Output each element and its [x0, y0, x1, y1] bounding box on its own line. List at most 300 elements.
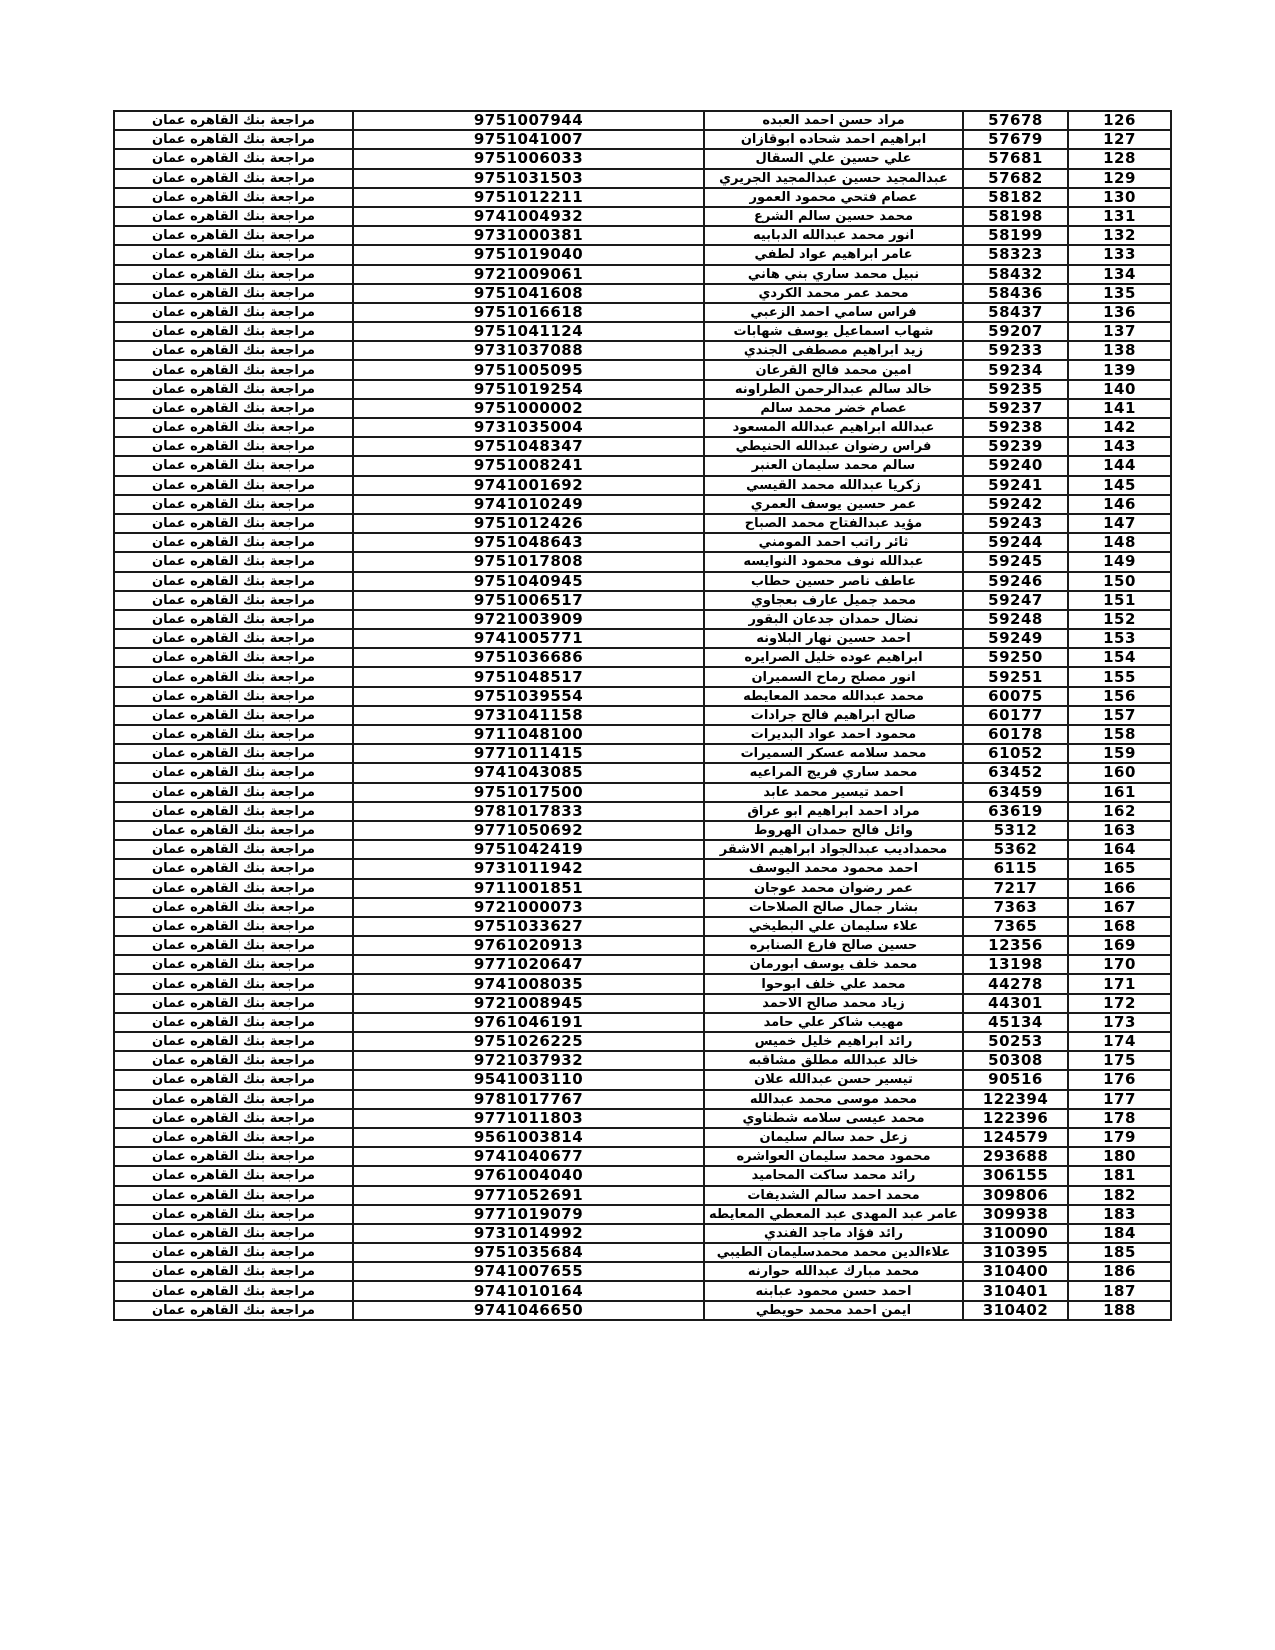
cell-reference-number: 124579: [963, 1128, 1068, 1147]
cell-review-note: مراجعة بنك القاهره عمان: [114, 687, 353, 706]
cell-serial-number: 144: [1068, 456, 1171, 475]
cell-national-id: 9741008035: [353, 974, 704, 993]
cell-review-note: مراجعة بنك القاهره عمان: [114, 284, 353, 303]
cell-review-note: مراجعة بنك القاهره عمان: [114, 1281, 353, 1300]
cell-serial-number: 153: [1068, 629, 1171, 648]
cell-review-note: مراجعة بنك القاهره عمان: [114, 994, 353, 1013]
cell-review-note: مراجعة بنك القاهره عمان: [114, 1070, 353, 1089]
cell-serial-number: 163: [1068, 821, 1171, 840]
cell-review-note: مراجعة بنك القاهره عمان: [114, 1205, 353, 1224]
cell-reference-number: 45134: [963, 1013, 1068, 1032]
cell-national-id: 9771011803: [353, 1109, 704, 1128]
cell-reference-number: 60178: [963, 725, 1068, 744]
cell-reference-number: 44301: [963, 994, 1068, 1013]
cell-national-id: 9761046191: [353, 1013, 704, 1032]
cell-review-note: مراجعة بنك القاهره عمان: [114, 341, 353, 360]
cell-person-name: احمد حسين نهار البلاونه: [704, 629, 963, 648]
cell-person-name: عبدالله ابراهيم عبدالله المسعود: [704, 418, 963, 437]
cell-person-name: عصام فتحي محمود العمور: [704, 188, 963, 207]
cell-serial-number: 187: [1068, 1281, 1171, 1300]
cell-reference-number: 59244: [963, 533, 1068, 552]
cell-national-id: 9751040945: [353, 572, 704, 591]
table-row: [114, 360, 1171, 379]
cell-national-id: 9771019079: [353, 1205, 704, 1224]
cell-review-note: مراجعة بنك القاهره عمان: [114, 533, 353, 552]
cell-person-name: محمد علي خلف ابوحوا: [704, 974, 963, 993]
cell-serial-number: 156: [1068, 687, 1171, 706]
cell-national-id: 9751006033: [353, 149, 704, 168]
cell-serial-number: 172: [1068, 994, 1171, 1013]
cell-review-note: مراجعة بنك القاهره عمان: [114, 1128, 353, 1147]
cell-review-note: مراجعة بنك القاهره عمان: [114, 859, 353, 878]
cell-person-name: احمد محمود محمد اليوسف: [704, 859, 963, 878]
cell-person-name: محمد ساري فريج المراعيه: [704, 763, 963, 782]
cell-serial-number: 186: [1068, 1262, 1171, 1281]
cell-person-name: عمر حسين يوسف العمري: [704, 495, 963, 514]
cell-review-note: مراجعة بنك القاهره عمان: [114, 111, 353, 130]
cell-person-name: عاطف ناصر حسين حطاب: [704, 572, 963, 591]
cell-serial-number: 140: [1068, 380, 1171, 399]
cell-serial-number: 162: [1068, 802, 1171, 821]
cell-national-id: 9751035684: [353, 1243, 704, 1262]
cell-national-id: 9731035004: [353, 418, 704, 437]
cell-national-id: 9741001692: [353, 476, 704, 495]
cell-review-note: مراجعة بنك القاهره عمان: [114, 399, 353, 418]
table-row: [114, 917, 1171, 936]
cell-review-note: مراجعة بنك القاهره عمان: [114, 226, 353, 245]
cell-serial-number: 133: [1068, 245, 1171, 264]
cell-review-note: مراجعة بنك القاهره عمان: [114, 955, 353, 974]
cell-person-name: فراس رضوان عبدالله الحنيطي: [704, 437, 963, 456]
cell-serial-number: 129: [1068, 169, 1171, 188]
cell-reference-number: 310401: [963, 1281, 1068, 1300]
cell-serial-number: 169: [1068, 936, 1171, 955]
table-row: [114, 744, 1171, 763]
cell-person-name: زكريا عبدالله محمد القيسي: [704, 476, 963, 495]
table-row: [114, 552, 1171, 571]
cell-person-name: عصام خضر محمد سالم: [704, 399, 963, 418]
cell-review-note: مراجعة بنك القاهره عمان: [114, 936, 353, 955]
cell-national-id: 9761020913: [353, 936, 704, 955]
cell-review-note: مراجعة بنك القاهره عمان: [114, 974, 353, 993]
cell-person-name: رائد ابراهيم خليل خميس: [704, 1032, 963, 1051]
cell-person-name: نضال حمدان جدعان البقور: [704, 610, 963, 629]
cell-review-note: مراجعة بنك القاهره عمان: [114, 322, 353, 341]
cell-review-note: مراجعة بنك القاهره عمان: [114, 1032, 353, 1051]
cell-national-id: 9541003110: [353, 1070, 704, 1089]
cell-reference-number: 59249: [963, 629, 1068, 648]
table-row: [114, 898, 1171, 917]
cell-serial-number: 165: [1068, 859, 1171, 878]
cell-review-note: مراجعة بنك القاهره عمان: [114, 303, 353, 322]
cell-serial-number: 151: [1068, 591, 1171, 610]
cell-serial-number: 155: [1068, 667, 1171, 686]
table-row: [114, 879, 1171, 898]
cell-person-name: شهاب اسماعيل يوسف شهابات: [704, 322, 963, 341]
cell-national-id: 9561003814: [353, 1128, 704, 1147]
cell-review-note: مراجعة بنك القاهره عمان: [114, 1243, 353, 1262]
cell-reference-number: 59251: [963, 667, 1068, 686]
cell-serial-number: 177: [1068, 1090, 1171, 1109]
table-row: [114, 207, 1171, 226]
cell-review-note: مراجعة بنك القاهره عمان: [114, 360, 353, 379]
cell-national-id: 9751041608: [353, 284, 704, 303]
table-row: [114, 399, 1171, 418]
cell-person-name: عبدالله نوف محمود النوايسه: [704, 552, 963, 571]
cell-person-name: ايمن احمد محمد حويطي: [704, 1301, 963, 1320]
cell-national-id: 9781017833: [353, 802, 704, 821]
cell-national-id: 9751016618: [353, 303, 704, 322]
cell-review-note: مراجعة بنك القاهره عمان: [114, 610, 353, 629]
cell-reference-number: 59238: [963, 418, 1068, 437]
cell-national-id: 9751006517: [353, 591, 704, 610]
cell-national-id: 9711048100: [353, 725, 704, 744]
cell-serial-number: 138: [1068, 341, 1171, 360]
cell-national-id: 9731000381: [353, 226, 704, 245]
cell-reference-number: 59241: [963, 476, 1068, 495]
cell-national-id: 9781017767: [353, 1090, 704, 1109]
cell-review-note: مراجعة بنك القاهره عمان: [114, 572, 353, 591]
cell-serial-number: 131: [1068, 207, 1171, 226]
cell-serial-number: 160: [1068, 763, 1171, 782]
cell-person-name: عمر رضوان محمد عوجان: [704, 879, 963, 898]
cell-review-note: مراجعة بنك القاهره عمان: [114, 1147, 353, 1166]
cell-reference-number: 50253: [963, 1032, 1068, 1051]
cell-review-note: مراجعة بنك القاهره عمان: [114, 514, 353, 533]
cell-national-id: 9721003909: [353, 610, 704, 629]
cell-review-note: مراجعة بنك القاهره عمان: [114, 648, 353, 667]
cell-serial-number: 166: [1068, 879, 1171, 898]
cell-person-name: محمداديب عبدالجواد ابراهيم الاشقر: [704, 840, 963, 859]
cell-reference-number: 59245: [963, 552, 1068, 571]
cell-person-name: عبدالمجيد حسين عبدالمجيد الجريري: [704, 169, 963, 188]
cell-review-note: مراجعة بنك القاهره عمان: [114, 725, 353, 744]
cell-review-note: مراجعة بنك القاهره عمان: [114, 1051, 353, 1070]
cell-national-id: 9751017808: [353, 552, 704, 571]
table-row: [114, 859, 1171, 878]
table-row: [114, 1032, 1171, 1051]
table-row: [114, 1109, 1171, 1128]
cell-reference-number: 7217: [963, 879, 1068, 898]
cell-national-id: 9751026225: [353, 1032, 704, 1051]
cell-serial-number: 173: [1068, 1013, 1171, 1032]
cell-person-name: خالد عبدالله مطلق مشاقبه: [704, 1051, 963, 1070]
cell-person-name: محمد عمر محمد الكردي: [704, 284, 963, 303]
table-row: [114, 341, 1171, 360]
cell-person-name: احمد حسن محمود عبابنه: [704, 1281, 963, 1300]
cell-serial-number: 127: [1068, 130, 1171, 149]
cell-review-note: مراجعة بنك القاهره عمان: [114, 1301, 353, 1320]
cell-national-id: 9741043085: [353, 763, 704, 782]
cell-serial-number: 170: [1068, 955, 1171, 974]
cell-serial-number: 183: [1068, 1205, 1171, 1224]
cell-reference-number: 59248: [963, 610, 1068, 629]
cell-reference-number: 59240: [963, 456, 1068, 475]
cell-review-note: مراجعة بنك القاهره عمان: [114, 265, 353, 284]
cell-serial-number: 182: [1068, 1186, 1171, 1205]
table-row: [114, 706, 1171, 725]
table-row: [114, 456, 1171, 475]
cell-national-id: 9751007944: [353, 111, 704, 130]
cell-review-note: مراجعة بنك القاهره عمان: [114, 763, 353, 782]
cell-person-name: محمود محمد سليمان العواشره: [704, 1147, 963, 1166]
cell-serial-number: 176: [1068, 1070, 1171, 1089]
table-row: [114, 974, 1171, 993]
cell-person-name: محمد عبدالله محمد المعايطه: [704, 687, 963, 706]
cell-serial-number: 142: [1068, 418, 1171, 437]
cell-serial-number: 188: [1068, 1301, 1171, 1320]
cell-serial-number: 146: [1068, 495, 1171, 514]
cell-review-note: مراجعة بنك القاهره عمان: [114, 245, 353, 264]
table-row: [114, 629, 1171, 648]
cell-serial-number: 161: [1068, 783, 1171, 802]
cell-reference-number: 61052: [963, 744, 1068, 763]
table-row: [114, 514, 1171, 533]
table-row: [114, 1090, 1171, 1109]
cell-person-name: مراد احمد ابراهيم ابو عراق: [704, 802, 963, 821]
table-row: [114, 418, 1171, 437]
table-row: [114, 476, 1171, 495]
cell-reference-number: 63452: [963, 763, 1068, 782]
cell-serial-number: 145: [1068, 476, 1171, 495]
table-row: [114, 380, 1171, 399]
cell-national-id: 9731041158: [353, 706, 704, 725]
table-row: [114, 1166, 1171, 1185]
cell-serial-number: 150: [1068, 572, 1171, 591]
cell-national-id: 9741004932: [353, 207, 704, 226]
cell-national-id: 9741040677: [353, 1147, 704, 1166]
cell-person-name: مراد حسن احمد العبده: [704, 111, 963, 130]
table-row: [114, 1262, 1171, 1281]
cell-review-note: مراجعة بنك القاهره عمان: [114, 495, 353, 514]
cell-reference-number: 6115: [963, 859, 1068, 878]
table-row: [114, 821, 1171, 840]
cell-national-id: 9741046650: [353, 1301, 704, 1320]
cell-national-id: 9771050692: [353, 821, 704, 840]
cell-person-name: علاء سليمان علي البطيخي: [704, 917, 963, 936]
table-row: [114, 322, 1171, 341]
cell-person-name: امين محمد فالح القرعان: [704, 360, 963, 379]
table-row: [114, 840, 1171, 859]
cell-reference-number: 59247: [963, 591, 1068, 610]
cell-national-id: 9751048643: [353, 533, 704, 552]
cell-reference-number: 57682: [963, 169, 1068, 188]
table-row: [114, 265, 1171, 284]
table-row: [114, 802, 1171, 821]
cell-serial-number: 158: [1068, 725, 1171, 744]
cell-person-name: علي حسين علي السقال: [704, 149, 963, 168]
cell-review-note: مراجعة بنك القاهره عمان: [114, 552, 353, 571]
cell-review-note: مراجعة بنك القاهره عمان: [114, 380, 353, 399]
cell-national-id: 9741005771: [353, 629, 704, 648]
cell-national-id: 9751012211: [353, 188, 704, 207]
cell-serial-number: 178: [1068, 1109, 1171, 1128]
table-row: [114, 226, 1171, 245]
cell-person-name: محمود احمد عواد البديرات: [704, 725, 963, 744]
cell-serial-number: 171: [1068, 974, 1171, 993]
cell-person-name: انور محمد عبدالله الدبابيه: [704, 226, 963, 245]
cell-national-id: 9751048347: [353, 437, 704, 456]
cell-national-id: 9751005095: [353, 360, 704, 379]
cell-reference-number: 63619: [963, 802, 1068, 821]
cell-person-name: مؤيد عبدالفتاح محمد الصباح: [704, 514, 963, 533]
cell-review-note: مراجعة بنك القاهره عمان: [114, 821, 353, 840]
table-row: [114, 667, 1171, 686]
cell-national-id: 9771020647: [353, 955, 704, 974]
cell-reference-number: 59234: [963, 360, 1068, 379]
cell-review-note: مراجعة بنك القاهره عمان: [114, 1262, 353, 1281]
cell-review-note: مراجعة بنك القاهره عمان: [114, 917, 353, 936]
cell-person-name: رائد فؤاد ماجد الفندي: [704, 1224, 963, 1243]
cell-reference-number: 310400: [963, 1262, 1068, 1281]
cell-reference-number: 58198: [963, 207, 1068, 226]
cell-serial-number: 134: [1068, 265, 1171, 284]
cell-national-id: 9741010249: [353, 495, 704, 514]
cell-person-name: ثائر راتب احمد المومني: [704, 533, 963, 552]
cell-reference-number: 58199: [963, 226, 1068, 245]
cell-reference-number: 309806: [963, 1186, 1068, 1205]
cell-reference-number: 12356: [963, 936, 1068, 955]
cell-national-id: 9751031503: [353, 169, 704, 188]
cell-national-id: 9721008945: [353, 994, 704, 1013]
cell-reference-number: 57681: [963, 149, 1068, 168]
cell-reference-number: 122396: [963, 1109, 1068, 1128]
table-row: [114, 936, 1171, 955]
cell-serial-number: 174: [1068, 1032, 1171, 1051]
cell-person-name: محمد احمد سالم الشديفات: [704, 1186, 963, 1205]
cell-person-name: علاءالدين محمد محمدسليمان الطيبي: [704, 1243, 963, 1262]
cell-national-id: 9731011942: [353, 859, 704, 878]
cell-national-id: 9751019040: [353, 245, 704, 264]
cell-national-id: 9751019254: [353, 380, 704, 399]
table-row: [114, 245, 1171, 264]
cell-person-name: محمد عيسى سلامه شطناوي: [704, 1109, 963, 1128]
cell-reference-number: 58432: [963, 265, 1068, 284]
cell-serial-number: 126: [1068, 111, 1171, 130]
cell-review-note: مراجعة بنك القاهره عمان: [114, 130, 353, 149]
cell-review-note: مراجعة بنك القاهره عمان: [114, 744, 353, 763]
cell-serial-number: 137: [1068, 322, 1171, 341]
cell-reference-number: 310090: [963, 1224, 1068, 1243]
table-row: [114, 437, 1171, 456]
table-row: [114, 1147, 1171, 1166]
cell-reference-number: 59250: [963, 648, 1068, 667]
cell-person-name: خالد سالم عبدالرحمن الطراونه: [704, 380, 963, 399]
cell-reference-number: 59237: [963, 399, 1068, 418]
cell-national-id: 9711001851: [353, 879, 704, 898]
cell-reference-number: 122394: [963, 1090, 1068, 1109]
cell-serial-number: 168: [1068, 917, 1171, 936]
cell-review-note: مراجعة بنك القاهره عمان: [114, 1166, 353, 1185]
cell-national-id: 9751048517: [353, 667, 704, 686]
cell-reference-number: 50308: [963, 1051, 1068, 1070]
cell-reference-number: 5362: [963, 840, 1068, 859]
cell-person-name: محمد جميل عارف بعجاوي: [704, 591, 963, 610]
cell-person-name: محمد موسى محمد عبدالله: [704, 1090, 963, 1109]
cell-reference-number: 59243: [963, 514, 1068, 533]
cell-serial-number: 185: [1068, 1243, 1171, 1262]
cell-review-note: مراجعة بنك القاهره عمان: [114, 879, 353, 898]
cell-reference-number: 63459: [963, 783, 1068, 802]
table-row: [114, 495, 1171, 514]
cell-serial-number: 152: [1068, 610, 1171, 629]
cell-reference-number: 309938: [963, 1205, 1068, 1224]
table-row: [114, 149, 1171, 168]
cell-person-name: احمد تيسير محمد عابد: [704, 783, 963, 802]
cell-national-id: 9751041007: [353, 130, 704, 149]
cell-national-id: 9761004040: [353, 1166, 704, 1185]
cell-person-name: رائد محمد ساكت المحاميد: [704, 1166, 963, 1185]
cell-national-id: 9751017500: [353, 783, 704, 802]
table-row: [114, 1013, 1171, 1032]
table-row: [114, 648, 1171, 667]
records-table: [113, 110, 1172, 1321]
table-row: [114, 1243, 1171, 1262]
cell-reference-number: 59207: [963, 322, 1068, 341]
cell-person-name: ابراهيم عوده خليل الصرايره: [704, 648, 963, 667]
cell-serial-number: 154: [1068, 648, 1171, 667]
cell-person-name: عامر عبد المهدى عبد المعطي المعايطه: [704, 1205, 963, 1224]
table-row: [114, 1051, 1171, 1070]
cell-person-name: محمد مبارك عبدالله حوارنه: [704, 1262, 963, 1281]
cell-national-id: 9751041124: [353, 322, 704, 341]
cell-serial-number: 148: [1068, 533, 1171, 552]
cell-person-name: تيسير حسن عبدالله علان: [704, 1070, 963, 1089]
cell-reference-number: 306155: [963, 1166, 1068, 1185]
cell-review-note: مراجعة بنك القاهره عمان: [114, 1013, 353, 1032]
cell-person-name: ابراهيم احمد شحاده ابوقازان: [704, 130, 963, 149]
table-row: [114, 591, 1171, 610]
cell-reference-number: 5312: [963, 821, 1068, 840]
cell-national-id: 9751000002: [353, 399, 704, 418]
cell-national-id: 9721000073: [353, 898, 704, 917]
cell-review-note: مراجعة بنك القاهره عمان: [114, 1109, 353, 1128]
cell-review-note: مراجعة بنك القاهره عمان: [114, 706, 353, 725]
cell-person-name: مهيب شاكر علي حامد: [704, 1013, 963, 1032]
table-row: [114, 284, 1171, 303]
table-row: [114, 994, 1171, 1013]
cell-reference-number: 59242: [963, 495, 1068, 514]
cell-serial-number: 159: [1068, 744, 1171, 763]
cell-national-id: 9721009061: [353, 265, 704, 284]
cell-national-id: 9771052691: [353, 1186, 704, 1205]
cell-national-id: 9741007655: [353, 1262, 704, 1281]
cell-serial-number: 130: [1068, 188, 1171, 207]
cell-person-name: زياد محمد صالح الاحمد: [704, 994, 963, 1013]
cell-serial-number: 136: [1068, 303, 1171, 322]
cell-review-note: مراجعة بنك القاهره عمان: [114, 1090, 353, 1109]
cell-serial-number: 132: [1068, 226, 1171, 245]
cell-serial-number: 164: [1068, 840, 1171, 859]
cell-reference-number: 60075: [963, 687, 1068, 706]
cell-serial-number: 180: [1068, 1147, 1171, 1166]
cell-national-id: 9771011415: [353, 744, 704, 763]
cell-national-id: 9751039554: [353, 687, 704, 706]
cell-reference-number: 59239: [963, 437, 1068, 456]
cell-review-note: مراجعة بنك القاهره عمان: [114, 169, 353, 188]
cell-serial-number: 141: [1068, 399, 1171, 418]
table-row: [114, 572, 1171, 591]
cell-serial-number: 181: [1068, 1166, 1171, 1185]
cell-serial-number: 147: [1068, 514, 1171, 533]
cell-review-note: مراجعة بنك القاهره عمان: [114, 437, 353, 456]
cell-review-note: مراجعة بنك القاهره عمان: [114, 591, 353, 610]
cell-reference-number: 59235: [963, 380, 1068, 399]
cell-person-name: عامر ابراهيم عواد لطفي: [704, 245, 963, 264]
cell-reference-number: 58323: [963, 245, 1068, 264]
cell-person-name: محمد حسين سالم الشرع: [704, 207, 963, 226]
table-row: [114, 188, 1171, 207]
